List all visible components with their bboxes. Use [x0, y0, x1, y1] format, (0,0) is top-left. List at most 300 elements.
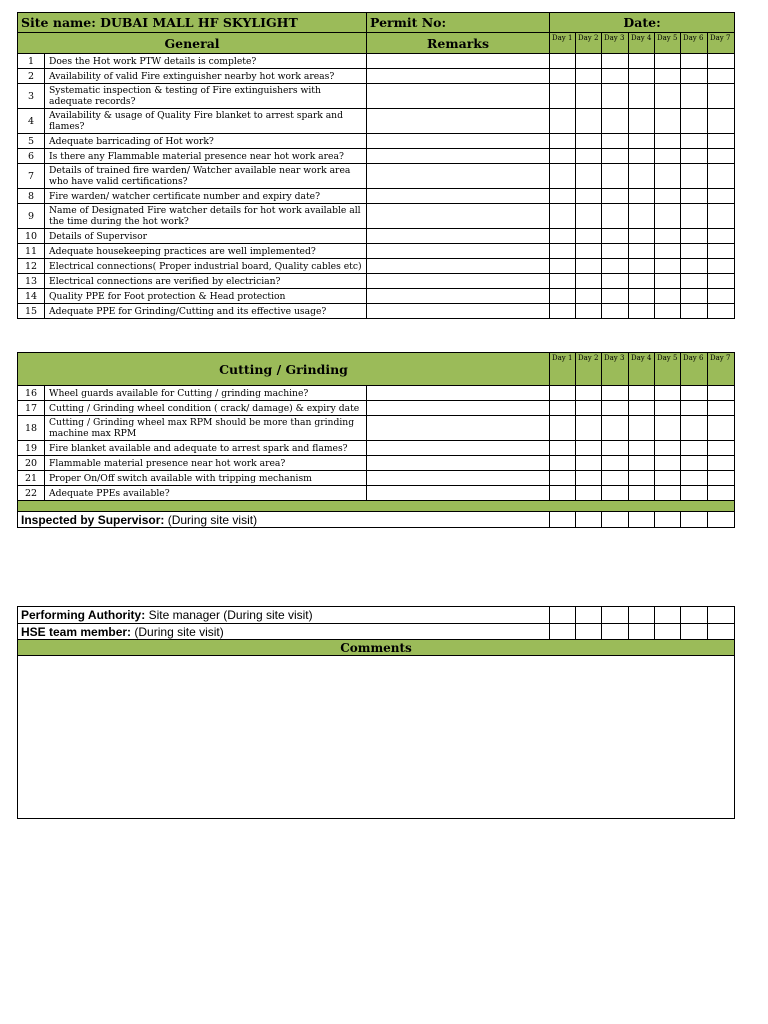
- item-number: 21: [18, 471, 45, 486]
- day-checkbox[interactable]: [655, 401, 681, 416]
- item-number: 6: [18, 149, 45, 164]
- checklist-question: Availability of valid Fire extinguisher nearby hot work areas?: [45, 69, 367, 84]
- day-checkbox[interactable]: [602, 229, 629, 244]
- remarks-cell[interactable]: [367, 274, 550, 289]
- day-checkbox[interactable]: [602, 607, 629, 624]
- day-checkbox[interactable]: [550, 471, 576, 486]
- day-checkbox[interactable]: [708, 164, 735, 189]
- checklist-question: Adequate housekeeping practices are well implemented?: [45, 244, 367, 259]
- day-checkbox[interactable]: [629, 289, 655, 304]
- day-checkbox[interactable]: [681, 289, 708, 304]
- day-checkbox[interactable]: [602, 512, 629, 528]
- day-checkbox[interactable]: [576, 54, 602, 69]
- day-checkbox[interactable]: [681, 229, 708, 244]
- day-checkbox[interactable]: [681, 149, 708, 164]
- day-checkbox[interactable]: [708, 189, 735, 204]
- item-number: 7: [18, 164, 45, 189]
- remarks-cell[interactable]: [367, 416, 550, 441]
- day-checkbox[interactable]: [602, 456, 629, 471]
- day-checkbox[interactable]: [576, 289, 602, 304]
- site-name: Site name: DUBAI MALL HF SKYLIGHT: [18, 13, 367, 33]
- comments-area[interactable]: [18, 656, 735, 819]
- day-checkbox[interactable]: [576, 84, 602, 109]
- day-checkbox[interactable]: [681, 109, 708, 134]
- day-checkbox[interactable]: [576, 69, 602, 84]
- checklist-row: [18, 229, 735, 244]
- day-checkbox[interactable]: [550, 304, 576, 319]
- day-checkbox[interactable]: [576, 164, 602, 189]
- inspected-by-supervisor: [18, 512, 550, 528]
- day-checkbox[interactable]: [655, 54, 681, 69]
- day-checkbox[interactable]: [602, 204, 629, 229]
- day-checkbox[interactable]: [681, 54, 708, 69]
- day-checkbox[interactable]: [655, 244, 681, 259]
- day-checkbox[interactable]: [681, 512, 708, 528]
- day-header: Day 3: [602, 33, 629, 54]
- checklist-question: Proper On/Off switch available with tripping mechanism: [45, 471, 367, 486]
- day-checkbox[interactable]: [708, 84, 735, 109]
- day-checkbox[interactable]: [681, 164, 708, 189]
- remarks-cell[interactable]: [367, 149, 550, 164]
- item-number: 14: [18, 289, 45, 304]
- remarks-cell[interactable]: [367, 456, 550, 471]
- day-checkbox[interactable]: [655, 289, 681, 304]
- day-checkbox[interactable]: [576, 274, 602, 289]
- day-checkbox[interactable]: [602, 69, 629, 84]
- day-checkbox[interactable]: [576, 134, 602, 149]
- day-checkbox[interactable]: [629, 84, 655, 109]
- day-header: Day 7: [708, 353, 735, 386]
- day-checkbox[interactable]: [602, 134, 629, 149]
- day-checkbox[interactable]: [708, 456, 735, 471]
- day-checkbox[interactable]: [629, 486, 655, 501]
- general-rows: [18, 54, 735, 319]
- checklist-row: [18, 69, 735, 84]
- day-checkbox[interactable]: [602, 164, 629, 189]
- day-checkbox[interactable]: [655, 456, 681, 471]
- day-checkbox[interactable]: [629, 607, 655, 624]
- checklist-question: Cutting / Grinding wheel max RPM should be more than grinding machine max RPM: [45, 416, 367, 441]
- day-checkbox[interactable]: [602, 386, 629, 401]
- day-checkbox[interactable]: [576, 471, 602, 486]
- item-number: 11: [18, 244, 45, 259]
- day-checkbox[interactable]: [681, 486, 708, 501]
- checklist-question: Wheel guards available for Cutting / grinding machine?: [45, 386, 367, 401]
- checklist-question: Adequate barricading of Hot work?: [45, 134, 367, 149]
- checklist-row: [18, 456, 735, 471]
- remarks-cell[interactable]: [367, 164, 550, 189]
- day-checkbox[interactable]: [550, 244, 576, 259]
- item-number: 3: [18, 84, 45, 109]
- day-checkbox[interactable]: [708, 204, 735, 229]
- remarks-cell[interactable]: [367, 289, 550, 304]
- item-number: 10: [18, 229, 45, 244]
- day-checkbox[interactable]: [576, 486, 602, 501]
- day-checkbox[interactable]: [576, 244, 602, 259]
- day-header: Day 7: [708, 33, 735, 54]
- day-header: Day 1: [550, 33, 576, 54]
- day-checkbox[interactable]: [602, 401, 629, 416]
- day-checkbox[interactable]: [576, 456, 602, 471]
- day-checkbox[interactable]: [708, 471, 735, 486]
- remarks-cell[interactable]: [367, 304, 550, 319]
- hse-note: (During site visit): [134, 624, 224, 639]
- checklist-row: [18, 84, 735, 109]
- checklist-row: [18, 149, 735, 164]
- day-checkbox[interactable]: [655, 486, 681, 501]
- day-checkbox[interactable]: [708, 54, 735, 69]
- day-checkbox[interactable]: [681, 189, 708, 204]
- checklist-question: Is there any Flammable material presence near hot work area?: [45, 149, 367, 164]
- remarks-cell[interactable]: [367, 84, 550, 109]
- day-header: Day 6: [681, 33, 708, 54]
- day-checkbox[interactable]: [708, 259, 735, 274]
- cutting-title: Cutting / Grinding: [18, 353, 550, 386]
- day-checkbox[interactable]: [629, 274, 655, 289]
- day-checkbox[interactable]: [602, 486, 629, 501]
- day-checkbox[interactable]: [629, 134, 655, 149]
- day-checkbox[interactable]: [550, 456, 576, 471]
- day-header: Day 6: [681, 353, 708, 386]
- day-checkbox[interactable]: [708, 441, 735, 456]
- checklist-row: [18, 289, 735, 304]
- day-checkbox[interactable]: [576, 109, 602, 134]
- day-checkbox[interactable]: [550, 164, 576, 189]
- day-header: Day 2: [576, 353, 602, 386]
- day-checkbox[interactable]: [655, 304, 681, 319]
- day-checkbox[interactable]: [629, 54, 655, 69]
- checklist-question: Systematic inspection & testing of Fire extinguishers with adequate records?: [45, 84, 367, 109]
- day-header: Day 1: [550, 353, 576, 386]
- day-checkbox[interactable]: [708, 289, 735, 304]
- day-checkbox[interactable]: [576, 149, 602, 164]
- checklist-question: Quality PPE for Foot protection & Head protection: [45, 289, 367, 304]
- checklist-row: [18, 441, 735, 456]
- day-checkbox[interactable]: [629, 441, 655, 456]
- item-number: 5: [18, 134, 45, 149]
- day-checkbox[interactable]: [655, 109, 681, 134]
- day-checkbox[interactable]: [629, 304, 655, 319]
- day-checkbox[interactable]: [708, 274, 735, 289]
- inspected-note: (During site visit): [167, 512, 258, 527]
- item-number: 8: [18, 189, 45, 204]
- remarks-cell[interactable]: [367, 244, 550, 259]
- day-checkbox[interactable]: [629, 229, 655, 244]
- day-checkbox[interactable]: [681, 386, 708, 401]
- day-checkbox[interactable]: [708, 229, 735, 244]
- day-checkbox[interactable]: [629, 416, 655, 441]
- day-checkbox[interactable]: [576, 229, 602, 244]
- day-header: Day 5: [655, 353, 681, 386]
- day-checkbox[interactable]: [655, 607, 681, 624]
- checklist-question: Adequate PPEs available?: [45, 486, 367, 501]
- day-checkbox[interactable]: [602, 244, 629, 259]
- day-checkbox[interactable]: [708, 486, 735, 501]
- day-checkbox[interactable]: [576, 386, 602, 401]
- item-number: 15: [18, 304, 45, 319]
- day-checkbox[interactable]: [602, 471, 629, 486]
- checklist-row: [18, 54, 735, 69]
- item-number: 4: [18, 109, 45, 134]
- remarks-cell[interactable]: [367, 54, 550, 69]
- day-checkbox[interactable]: [655, 259, 681, 274]
- day-checkbox[interactable]: [655, 149, 681, 164]
- day-header: Day 2: [576, 33, 602, 54]
- day-checkbox[interactable]: [550, 486, 576, 501]
- day-checkbox[interactable]: [655, 416, 681, 441]
- day-checkbox[interactable]: [681, 471, 708, 486]
- day-checkbox[interactable]: [655, 512, 681, 528]
- date-label: Date:: [550, 13, 735, 33]
- checklist-question: Details of Supervisor: [45, 229, 367, 244]
- day-checkbox[interactable]: [550, 189, 576, 204]
- item-number: 17: [18, 401, 45, 416]
- day-checkbox[interactable]: [655, 274, 681, 289]
- day-checkbox[interactable]: [550, 134, 576, 149]
- permit-no-label: Permit No:: [367, 13, 550, 33]
- day-checkbox[interactable]: [602, 149, 629, 164]
- remarks-cell[interactable]: [367, 441, 550, 456]
- day-checkbox[interactable]: [576, 441, 602, 456]
- day-checkbox[interactable]: [629, 386, 655, 401]
- day-checkbox[interactable]: [602, 259, 629, 274]
- item-number: 12: [18, 259, 45, 274]
- day-checkbox[interactable]: [576, 416, 602, 441]
- remarks-cell[interactable]: [367, 189, 550, 204]
- day-checkbox[interactable]: [550, 229, 576, 244]
- remarks-cell[interactable]: [367, 486, 550, 501]
- day-checkbox[interactable]: [708, 624, 735, 640]
- item-number: 20: [18, 456, 45, 471]
- day-checkbox[interactable]: [629, 189, 655, 204]
- day-checkbox[interactable]: [629, 204, 655, 229]
- checklist-question: Fire warden/ watcher certificate number and expiry date?: [45, 189, 367, 204]
- day-checkbox[interactable]: [681, 401, 708, 416]
- day-checkbox[interactable]: [708, 244, 735, 259]
- remarks-header: Remarks: [367, 33, 550, 54]
- day-checkbox[interactable]: [629, 259, 655, 274]
- day-checkbox[interactable]: [629, 244, 655, 259]
- day-checkbox[interactable]: [655, 69, 681, 84]
- checklist-row: [18, 486, 735, 501]
- day-checkbox[interactable]: [550, 441, 576, 456]
- day-checkbox[interactable]: [629, 401, 655, 416]
- checklist-row: [18, 471, 735, 486]
- day-checkbox[interactable]: [576, 189, 602, 204]
- day-checkbox[interactable]: [576, 401, 602, 416]
- item-number: 16: [18, 386, 45, 401]
- inspected-label: Inspected by Supervisor:: [21, 512, 165, 527]
- day-checkbox[interactable]: [655, 164, 681, 189]
- checklist-question: Flammable material presence near hot work area?: [45, 456, 367, 471]
- checklist-question: Fire blanket available and adequate to arrest spark and flames?: [45, 441, 367, 456]
- cutting-checklist-table: [17, 352, 735, 528]
- checklist-question: Details of trained fire warden/ Watcher available near work area who have valid certifications?: [45, 164, 367, 189]
- day-checkbox[interactable]: [655, 84, 681, 109]
- day-checkbox[interactable]: [681, 134, 708, 149]
- day-checkbox[interactable]: [550, 69, 576, 84]
- hse-label: HSE team member:: [21, 624, 132, 639]
- checklist-row: [18, 164, 735, 189]
- day-checkbox[interactable]: [602, 84, 629, 109]
- checklist-row: [18, 401, 735, 416]
- performing-note: Site manager (During site visit): [148, 608, 313, 622]
- day-checkbox[interactable]: [681, 69, 708, 84]
- checklist-row: [18, 386, 735, 401]
- day-checkbox[interactable]: [655, 471, 681, 486]
- day-checkbox[interactable]: [550, 624, 576, 640]
- day-header: Day 4: [629, 33, 655, 54]
- day-checkbox[interactable]: [550, 289, 576, 304]
- day-checkbox[interactable]: [550, 109, 576, 134]
- day-checkbox[interactable]: [681, 274, 708, 289]
- checklist-question: Name of Designated Fire watcher details for hot work available all the time during the hot work?: [45, 204, 367, 229]
- item-number: 19: [18, 441, 45, 456]
- day-checkbox[interactable]: [576, 304, 602, 319]
- remarks-cell[interactable]: [367, 259, 550, 274]
- day-checkbox[interactable]: [602, 54, 629, 69]
- day-checkbox[interactable]: [576, 607, 602, 624]
- day-checkbox[interactable]: [550, 204, 576, 229]
- day-checkbox[interactable]: [576, 204, 602, 229]
- day-checkbox[interactable]: [550, 401, 576, 416]
- day-checkbox[interactable]: [602, 109, 629, 134]
- day-checkbox[interactable]: [629, 164, 655, 189]
- day-checkbox[interactable]: [629, 512, 655, 528]
- day-checkbox[interactable]: [708, 109, 735, 134]
- day-checkbox[interactable]: [681, 441, 708, 456]
- day-checkbox[interactable]: [681, 244, 708, 259]
- day-header: Day 5: [655, 33, 681, 54]
- performing-label: Performing Authority:: [21, 608, 146, 622]
- day-checkbox[interactable]: [550, 84, 576, 109]
- checklist-row: [18, 189, 735, 204]
- checklist-row: [18, 204, 735, 229]
- item-number: 13: [18, 274, 45, 289]
- checklist-row: [18, 134, 735, 149]
- day-checkbox[interactable]: [681, 416, 708, 441]
- day-checkbox[interactable]: [629, 624, 655, 640]
- day-checkbox[interactable]: [655, 189, 681, 204]
- day-checkbox[interactable]: [708, 149, 735, 164]
- remarks-cell[interactable]: [367, 204, 550, 229]
- checklist-question: Availability & usage of Quality Fire blanket to arrest spark and flames?: [45, 109, 367, 134]
- day-checkbox[interactable]: [550, 386, 576, 401]
- remarks-cell[interactable]: [367, 134, 550, 149]
- day-checkbox[interactable]: [655, 386, 681, 401]
- day-header: Day 3: [602, 353, 629, 386]
- day-checkbox[interactable]: [681, 607, 708, 624]
- performing-authority: [18, 607, 550, 624]
- remarks-cell[interactable]: [367, 471, 550, 486]
- remarks-cell[interactable]: [367, 386, 550, 401]
- day-checkbox[interactable]: [681, 84, 708, 109]
- day-checkbox[interactable]: [602, 416, 629, 441]
- day-checkbox[interactable]: [550, 274, 576, 289]
- day-checkbox[interactable]: [708, 134, 735, 149]
- day-checkbox[interactable]: [550, 149, 576, 164]
- checklist-row: [18, 416, 735, 441]
- day-checkbox[interactable]: [708, 607, 735, 624]
- day-checkbox[interactable]: [550, 512, 576, 528]
- general-title: General: [18, 33, 367, 54]
- checklist-question: Adequate PPE for Grinding/Cutting and its effective usage?: [45, 304, 367, 319]
- checklist-row: [18, 259, 735, 274]
- day-checkbox[interactable]: [629, 456, 655, 471]
- day-checkbox[interactable]: [576, 512, 602, 528]
- day-checkbox[interactable]: [655, 441, 681, 456]
- day-checkbox[interactable]: [602, 189, 629, 204]
- item-number: 1: [18, 54, 45, 69]
- checklist-question: Cutting / Grinding wheel condition ( crack/ damage) & expiry date: [45, 401, 367, 416]
- day-checkbox[interactable]: [576, 624, 602, 640]
- green-divider: [18, 501, 735, 512]
- day-checkbox[interactable]: [708, 386, 735, 401]
- day-checkbox[interactable]: [550, 54, 576, 69]
- day-checkbox[interactable]: [681, 624, 708, 640]
- day-checkbox[interactable]: [629, 149, 655, 164]
- checklist-row: [18, 304, 735, 319]
- checklist-question: Electrical connections( Proper industrial board, Quality cables etc): [45, 259, 367, 274]
- day-checkbox[interactable]: [576, 259, 602, 274]
- day-checkbox[interactable]: [550, 416, 576, 441]
- item-number: 18: [18, 416, 45, 441]
- day-checkbox[interactable]: [708, 69, 735, 84]
- remarks-cell[interactable]: [367, 401, 550, 416]
- checklist-row: [18, 274, 735, 289]
- remarks-cell[interactable]: [367, 69, 550, 84]
- item-number: 9: [18, 204, 45, 229]
- checklist-row: [18, 109, 735, 134]
- checklist-question: Does the Hot work PTW details is complete?: [45, 54, 367, 69]
- day-checkbox[interactable]: [681, 304, 708, 319]
- day-checkbox[interactable]: [655, 624, 681, 640]
- day-checkbox[interactable]: [550, 259, 576, 274]
- remarks-cell[interactable]: [367, 109, 550, 134]
- day-checkbox[interactable]: [681, 204, 708, 229]
- day-checkbox[interactable]: [602, 274, 629, 289]
- checklist-row: [18, 244, 735, 259]
- general-checklist-table: [17, 12, 735, 319]
- day-checkbox[interactable]: [681, 456, 708, 471]
- day-checkbox[interactable]: [629, 109, 655, 134]
- day-checkbox[interactable]: [708, 512, 735, 528]
- day-checkbox[interactable]: [602, 624, 629, 640]
- item-number: 2: [18, 69, 45, 84]
- day-checkbox[interactable]: [708, 401, 735, 416]
- day-checkbox[interactable]: [708, 416, 735, 441]
- day-checkbox[interactable]: [602, 304, 629, 319]
- comments-title: Comments: [18, 640, 735, 656]
- day-checkbox[interactable]: [629, 69, 655, 84]
- day-checkbox[interactable]: [681, 259, 708, 274]
- item-number: 22: [18, 486, 45, 501]
- day-checkbox[interactable]: [602, 289, 629, 304]
- day-checkbox[interactable]: [655, 204, 681, 229]
- day-checkbox[interactable]: [602, 441, 629, 456]
- day-checkbox[interactable]: [655, 229, 681, 244]
- signoff-table: [17, 606, 735, 819]
- day-header: Day 4: [629, 353, 655, 386]
- hse-team-member: [18, 624, 550, 640]
- day-checkbox[interactable]: [708, 304, 735, 319]
- remarks-cell[interactable]: [367, 229, 550, 244]
- day-checkbox[interactable]: [629, 471, 655, 486]
- checklist-question: Electrical connections are verified by electrician?: [45, 274, 367, 289]
- day-checkbox[interactable]: [550, 607, 576, 624]
- cutting-rows: [18, 386, 735, 501]
- day-checkbox[interactable]: [655, 134, 681, 149]
